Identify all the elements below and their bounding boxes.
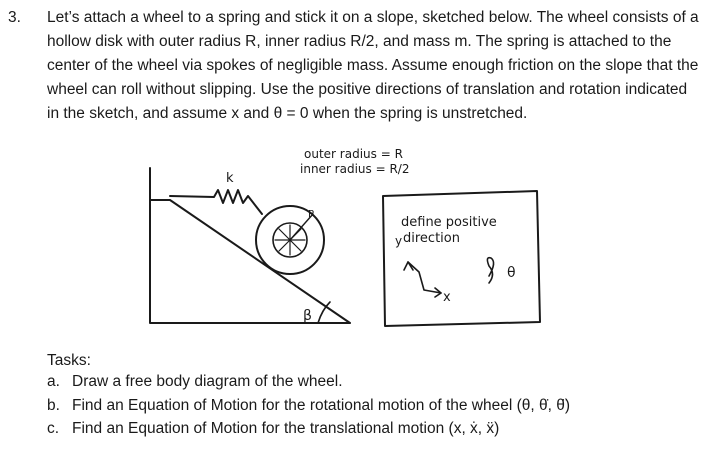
box-label-positive: define positive bbox=[401, 215, 497, 230]
problem-text-line: hollow disk with outer radius R, inner radius R/2, and mass m. The spring is attached to the bbox=[47, 33, 672, 50]
wheel-outer-rim bbox=[256, 206, 324, 274]
task-item bbox=[47, 397, 570, 415]
direction-box bbox=[383, 191, 540, 326]
box-label-direction: direction bbox=[403, 231, 460, 246]
outer-radius-label: outer radius = R bbox=[304, 147, 403, 161]
wheel-inner-rim bbox=[273, 223, 307, 257]
task-item bbox=[47, 420, 499, 438]
wheel-spokes bbox=[275, 225, 305, 255]
spring bbox=[170, 190, 262, 214]
x-arrowhead bbox=[435, 288, 441, 297]
problem-text-line: wheel can roll without slipping. Use the positive directions of translation and rotation indicated bbox=[47, 81, 688, 98]
spring-constant-label: k bbox=[226, 171, 234, 186]
task-marker: a. bbox=[47, 373, 60, 390]
task-marker: b. bbox=[47, 397, 60, 414]
y-arrowhead bbox=[404, 262, 413, 270]
wall-and-slope bbox=[150, 168, 350, 323]
wheel-radius-label: R bbox=[308, 209, 315, 220]
task-text: Draw a free body diagram of the wheel. bbox=[72, 373, 343, 390]
x-axis-label: x bbox=[443, 290, 451, 305]
inner-radius-label: inner radius = R/2 bbox=[300, 162, 410, 176]
theta-label: θ bbox=[507, 265, 516, 281]
problem-text-line: Let’s attach a wheel to a spring and stick it on a slope, sketched below. The wheel consists of a bbox=[47, 9, 699, 26]
angle-arc bbox=[318, 302, 330, 323]
task-item bbox=[47, 373, 343, 391]
x-direction-arrow bbox=[408, 262, 441, 293]
problem-number: 3. bbox=[8, 9, 21, 26]
slope-angle-label: β bbox=[303, 308, 312, 324]
rotation-arrow bbox=[487, 258, 493, 283]
task-text: Find an Equation of Motion for the rotational motion of the wheel (θ, θ̇, θ̈) bbox=[72, 397, 571, 414]
radius-line bbox=[290, 214, 313, 240]
problem-text-line: center of the wheel via spokes of negligible mass. Assume enough friction on the slope that the bbox=[47, 57, 699, 74]
task-marker: c. bbox=[47, 420, 60, 437]
task-text: Find an Equation of Motion for the translational motion (x, ẋ, ẍ) bbox=[72, 420, 500, 437]
tasks-heading: Tasks: bbox=[47, 352, 91, 369]
problem-text-line: in the sketch, and assume x and θ = 0 when the spring is unstretched. bbox=[47, 105, 528, 122]
y-axis-label: y bbox=[395, 234, 403, 248]
